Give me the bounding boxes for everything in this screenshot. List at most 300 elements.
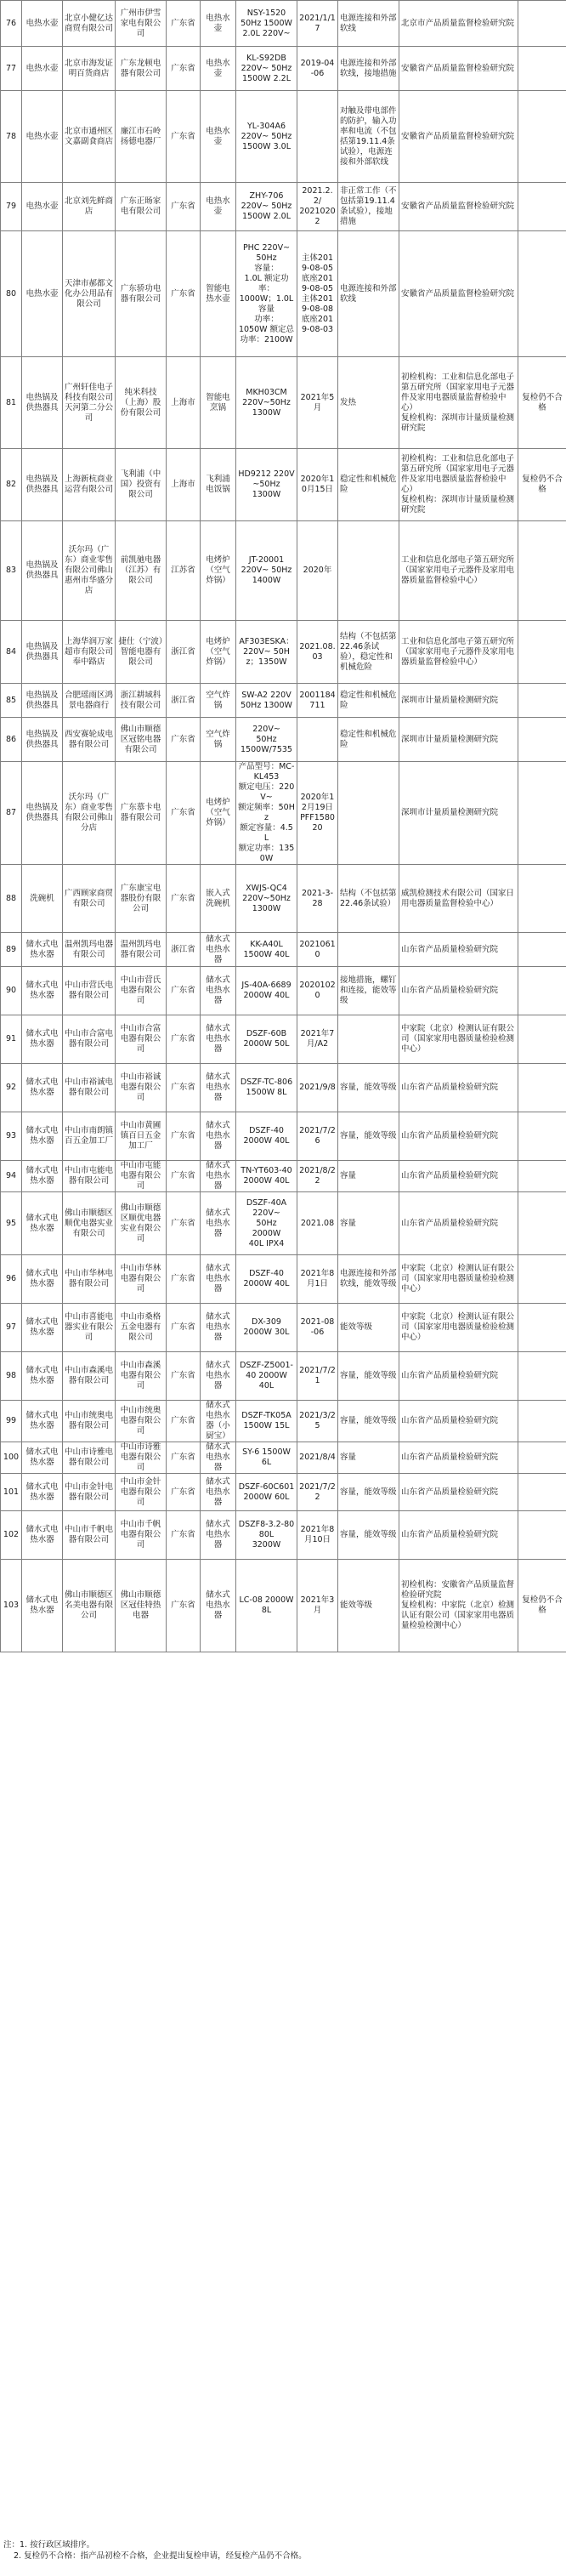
product-name: 储水式电热水器 [201, 1255, 236, 1304]
production-date: 2021-3-28 [297, 865, 338, 933]
row-number: 84 [1, 621, 22, 684]
manufacturer-name: 广州市伊雪家电有限公司 [116, 1, 167, 47]
table-row [1, 762, 566, 865]
product-category: 储水式电热水器 [22, 1015, 63, 1064]
table-row [1, 47, 566, 91]
region: 上海市 [167, 357, 201, 449]
product-category: 储水式电热水器 [22, 1474, 63, 1511]
seller-name: 中山市屯能电器有限公司 [63, 1161, 116, 1192]
production-date: 2021/8/22 [297, 1161, 338, 1192]
inspection-agency: 山东省产品质量检验研究院 [399, 1064, 518, 1112]
result-remark [518, 1511, 566, 1560]
inspection-agency: 山东省产品质量检验研究院 [399, 1192, 518, 1255]
failed-items: 容量，能效等级 [338, 1352, 399, 1401]
model-spec: KL-S92DB 220V~ 50Hz 1500W 2.2L [236, 47, 297, 91]
table-row [1, 183, 566, 231]
row-number: 81 [1, 357, 22, 449]
model-spec: DSZF-TK05A 1500W 15L [236, 1401, 297, 1442]
region: 广东省 [167, 1255, 201, 1304]
row-number: 93 [1, 1112, 22, 1161]
seller-name: 北京市通州区文嘉副食商店 [63, 91, 116, 183]
failed-items: 容量，能效等级 [338, 1511, 399, 1560]
table-row [1, 1, 566, 47]
inspection-agency: 深圳市计量质量检测研究院 [399, 762, 518, 865]
failed-items: 对触及带电部件的防护，输入功率和电流（不包括第19.11.4条试验），电源连接和外部软线 [338, 91, 399, 183]
seller-name: 沃尔玛（广东）商业零售有限公司佛山惠州市华盛分店 [63, 521, 116, 621]
table-row [1, 91, 566, 183]
region: 广东省 [167, 1112, 201, 1161]
product-category: 电热锅及供热器具 [22, 684, 63, 718]
inspection-agency: 初检机构：工业和信息化部电子第五研究所（国家家用电子元器件及家用电器质量监督检验中心） 复检机构：深圳市计量质量检测研究院 [399, 357, 518, 449]
table-body [1, 1, 566, 1652]
inspection-agency: 中家院（北京）检测认证有限公司（国家家用电器质量检验检测中心） [399, 1304, 518, 1352]
row-number: 77 [1, 47, 22, 91]
row-number: 86 [1, 718, 22, 762]
model-spec: ZHY-706 220V~ 50Hz 1500W 2.0L [236, 183, 297, 231]
production-date: 2021年8月1日 [297, 1255, 338, 1304]
product-category: 储水式电热水器 [22, 1064, 63, 1112]
manufacturer-name: 广东正旸家电有限公司 [116, 183, 167, 231]
manufacturer-name: 浙江耕域科技有限公司 [116, 684, 167, 718]
result-remark [518, 1161, 566, 1192]
production-date: 2020年10月15日 [297, 449, 338, 521]
product-category: 储水式电热水器 [22, 1161, 63, 1192]
footnote-2: 2. 复检仍不合格：指产品初检不合格，企业提出复检申请，经复检产品仍不合格。 [14, 2551, 307, 2561]
model-spec: AF303ESKA： 220V~ 50Hz；1350W [236, 621, 297, 684]
inspection-agency: 山东省产品质量检验研究院 [399, 1112, 518, 1161]
product-category: 储水式电热水器 [22, 1511, 63, 1560]
seller-name: 北京刘先鲜商店 [63, 183, 116, 231]
failed-items: 容量 [338, 1161, 399, 1192]
failed-items: 容量，能效等级 [338, 1401, 399, 1442]
table-row [1, 1352, 566, 1401]
region: 广东省 [167, 762, 201, 865]
product-name: 储水式电热水器 [201, 1442, 236, 1474]
failed-items [338, 933, 399, 967]
inspection-agency: 山东省产品质量检验研究院 [399, 1442, 518, 1474]
product-name: 电烤炉（空气炸锅） [201, 762, 236, 865]
manufacturer-name: 温州凯玛电器有限公司 [116, 933, 167, 967]
row-number: 96 [1, 1255, 22, 1304]
table-row [1, 1474, 566, 1511]
failed-items: 稳定性和机械危险 [338, 449, 399, 521]
inspection-agency: 初检机构：安徽省产品质量监督检验研究院 复检机构：中家院（北京）检测认证有限公司（国家家用电器质量检验检测中心） [399, 1560, 518, 1652]
model-spec: DSZF-60B 2000W 50L [236, 1015, 297, 1064]
production-date: 2021/7/21 [297, 1352, 338, 1401]
model-spec: SW-A2 220V 50Hz 1300W [236, 684, 297, 718]
table-row [1, 1255, 566, 1304]
product-name: 储水式电热水器 [201, 1304, 236, 1352]
production-date: 2020年 [297, 521, 338, 621]
row-number: 102 [1, 1511, 22, 1560]
model-spec: DSZF-60C601 2000W 60L [236, 1474, 297, 1511]
product-name: 储水式电热水器 [201, 1192, 236, 1255]
inspection-agency: 山东省产品质量检验研究院 [399, 967, 518, 1015]
seller-name: 上海华润万家超市有限公司奉中路店 [63, 621, 116, 684]
failed-items: 稳定性和机械危险 [338, 684, 399, 718]
table-row [1, 1511, 566, 1560]
result-remark [518, 1401, 566, 1442]
table-row [1, 521, 566, 621]
failed-items: 电源连接和外部软线，接地措施 [338, 47, 399, 91]
inspection-agency: 中家院（北京）检测认证有限公司（国家家用电器质量检验检测中心） [399, 1255, 518, 1304]
result-remark [518, 684, 566, 718]
production-date: 2021.08.03 [297, 621, 338, 684]
product-category: 储水式电热水器 [22, 1442, 63, 1474]
row-number: 95 [1, 1192, 22, 1255]
product-name: 电热水壶 [201, 183, 236, 231]
seller-name: 合肥瑶雨区鸿景电器商行 [63, 684, 116, 718]
product-category: 储水式电热水器 [22, 1112, 63, 1161]
product-name: 飞利浦电饭锅 [201, 449, 236, 521]
failed-items [338, 1015, 399, 1064]
table-row [1, 1015, 566, 1064]
product-name: 智能电热水壶 [201, 231, 236, 357]
row-number: 98 [1, 1352, 22, 1401]
product-name: 电热水壶 [201, 91, 236, 183]
manufacturer-name: 中山市诗雅电器有限公司 [116, 1442, 167, 1474]
seller-name: 中山市千帆电器有限公司 [63, 1511, 116, 1560]
row-number: 94 [1, 1161, 22, 1192]
result-remark [518, 1304, 566, 1352]
model-spec: MKH03CM 220V~50Hz 1300W [236, 357, 297, 449]
product-name: 电热水壶 [201, 1, 236, 47]
result-remark [518, 1442, 566, 1474]
row-number: 78 [1, 91, 22, 183]
manufacturer-name: 佛山市顺德区顺优电器实业有限公司 [116, 1192, 167, 1255]
production-date: 2021/8/4 [297, 1442, 338, 1474]
region: 广东省 [167, 718, 201, 762]
inspection-agency: 北京市产品质量监督检验研究院 [399, 1, 518, 47]
failed-items: 非正常工作（不包括第19.11.4条试验），接地措施 [338, 183, 399, 231]
product-name: 储水式电热水器（小厨宝） [201, 1401, 236, 1442]
product-category: 储水式电热水器 [22, 1255, 63, 1304]
region: 广东省 [167, 1474, 201, 1511]
production-date [297, 91, 338, 183]
model-spec: DSZF-40 2000W 40L [236, 1255, 297, 1304]
result-remark [518, 762, 566, 865]
seller-name: 中山市裕诚电器有限公司 [63, 1064, 116, 1112]
product-category: 储水式电热水器 [22, 967, 63, 1015]
failed-items: 容量 [338, 1442, 399, 1474]
failed-items: 容量 [338, 1192, 399, 1255]
region: 上海市 [167, 449, 201, 521]
region: 浙江省 [167, 933, 201, 967]
production-date: 2021/7/26 [297, 1112, 338, 1161]
seller-name: 中山市南朗镇百五金加工厂 [63, 1112, 116, 1161]
table-row [1, 1560, 566, 1652]
row-number: 103 [1, 1560, 22, 1652]
product-name: 储水式电热水器 [201, 1064, 236, 1112]
result-remark [518, 621, 566, 684]
seller-name: 西安赛轮成电器有限公司 [63, 718, 116, 762]
inspection-agency: 山东省产品质量检验研究院 [399, 933, 518, 967]
product-name: 空气炸锅 [201, 684, 236, 718]
product-name: 储水式电热水器 [201, 1015, 236, 1064]
manufacturer-name: 广东康宝电器股份有限公司 [116, 865, 167, 933]
product-name: 电热水壶 [201, 47, 236, 91]
inspection-agency: 安徽省产品质量监督检验研究院 [399, 183, 518, 231]
region: 广东省 [167, 1015, 201, 1064]
region: 广东省 [167, 1401, 201, 1442]
inspection-agency: 安徽省产品质量监督检验研究院 [399, 47, 518, 91]
row-number: 99 [1, 1401, 22, 1442]
model-spec: TN-YT603-40 2000W 40L [236, 1161, 297, 1192]
result-remark [518, 1192, 566, 1255]
manufacturer-name: 中山市裕诚电器有限公司 [116, 1064, 167, 1112]
production-date: 2021-08-06 [297, 1304, 338, 1352]
seller-name: 北京小健亿达商贸有限公司 [63, 1, 116, 47]
table-row [1, 449, 566, 521]
failed-items: 结构（不包括第22.46条试验），稳定性和机械危险 [338, 621, 399, 684]
seller-name: 沃尔玛（广东）商业零售有限公司佛山分店 [63, 762, 116, 865]
failed-items: 容量，能效等级 [338, 1474, 399, 1511]
manufacturer-name: 广东骄功电器有限公司 [116, 231, 167, 357]
manufacturer-name: 飞利浦（中国）投资有限公司 [116, 449, 167, 521]
product-category: 电热水壶 [22, 47, 63, 91]
inspection-agency: 工业和信息化部电子第五研究所（国家家用电子元器件及家用电器质量监督检验中心） [399, 621, 518, 684]
region: 广东省 [167, 1442, 201, 1474]
manufacturer-name: 中山市金针电器有限公司 [116, 1474, 167, 1511]
manufacturer-name: 捷仕（宁波）智能电器有限公司 [116, 621, 167, 684]
region: 广东省 [167, 1192, 201, 1255]
table-row [1, 1442, 566, 1474]
table-row [1, 684, 566, 718]
product-category: 储水式电热水器 [22, 933, 63, 967]
production-date [297, 718, 338, 762]
product-name: 智能电烹锅 [201, 357, 236, 449]
product-category: 储水式电热水器 [22, 1192, 63, 1255]
manufacturer-name: 廉江市石岭扬德电器厂 [116, 91, 167, 183]
table-row [1, 357, 566, 449]
result-remark [518, 1015, 566, 1064]
region: 浙江省 [167, 684, 201, 718]
manufacturer-name: 广东慕卡电器有限公司 [116, 762, 167, 865]
table-row [1, 865, 566, 933]
inspection-agency: 深圳市计量质量检测研究院 [399, 684, 518, 718]
table-row [1, 1161, 566, 1192]
region: 广东省 [167, 1064, 201, 1112]
table-row [1, 1401, 566, 1442]
inspection-agency: 安徽省产品质量监督检验研究院 [399, 91, 518, 183]
product-name: 储水式电热水器 [201, 1511, 236, 1560]
seller-name: 北京市海发证明百货商店 [63, 47, 116, 91]
failed-items: 发热 [338, 357, 399, 449]
manufacturer-name: 中山市屯能电器有限公司 [116, 1161, 167, 1192]
product-category: 电热水壶 [22, 231, 63, 357]
result-remark [518, 933, 566, 967]
production-date: 2020年12月19日 PFF158020 [297, 762, 338, 865]
seller-name: 天津市郝都文化办公用品有限公司 [63, 231, 116, 357]
failed-items: 稳定性和机械危险 [338, 718, 399, 762]
product-name: 储水式电热水器 [201, 1112, 236, 1161]
seller-name: 中山市金针电器有限公司 [63, 1474, 116, 1511]
result-remark [518, 865, 566, 933]
region: 广东省 [167, 967, 201, 1015]
seller-name: 佛山市顺德区顺优电器实业有限公司 [63, 1192, 116, 1255]
region: 广东省 [167, 183, 201, 231]
seller-name: 中山市统奥电器有限公司 [63, 1401, 116, 1442]
row-number: 87 [1, 762, 22, 865]
row-number: 92 [1, 1064, 22, 1112]
production-date: 2021.08 [297, 1192, 338, 1255]
manufacturer-name: 中山市黄圃镇百日五金加工厂 [116, 1112, 167, 1161]
product-name: 储水式电热水器 [201, 1474, 236, 1511]
product-name: 电烤炉（空气炸锅） [201, 621, 236, 684]
result-remark: 复检仍不合格 [518, 1560, 566, 1652]
failed-items: 接地措施，螺钉和连接，能效等级 [338, 967, 399, 1015]
failed-items: 电源连接和外部软线 [338, 1, 399, 47]
manufacturer-name: 中山市统奥电器有限公司 [116, 1401, 167, 1442]
product-name: 空气炸锅 [201, 718, 236, 762]
row-number: 82 [1, 449, 22, 521]
production-date: 2021/3/25 [297, 1401, 338, 1442]
model-spec: YL-304A6 220V~ 50Hz 1500W 3.0L [236, 91, 297, 183]
product-category: 电热锅及供热器具 [22, 449, 63, 521]
model-spec: SY-6 1500W 6L [236, 1442, 297, 1474]
row-number: 89 [1, 933, 22, 967]
production-date: 2019-04-06 [297, 47, 338, 91]
inspection-agency: 山东省产品质量检验研究院 [399, 1474, 518, 1511]
model-spec: JT-20001 220V~ 50Hz 1400W [236, 521, 297, 621]
region: 广东省 [167, 1161, 201, 1192]
product-name: 储水式电热水器 [201, 1352, 236, 1401]
result-remark [518, 47, 566, 91]
product-name: 储水式电热水器 [201, 1560, 236, 1652]
result-remark [518, 1255, 566, 1304]
result-remark [518, 967, 566, 1015]
region: 广东省 [167, 1, 201, 47]
product-name: 储水式电热水器 [201, 967, 236, 1015]
inspection-agency: 安徽省产品质量监督检验研究院 [399, 231, 518, 357]
inspection-agency: 中家院（北京）检测认证有限公司（国家家用电器质量检验检测中心） [399, 1015, 518, 1064]
product-category: 储水式电热水器 [22, 1304, 63, 1352]
production-date: 主体2019-08-05 底座2019-08-05 主体2019-08-08 底座2019-08-03 [297, 231, 338, 357]
failed-items [338, 762, 399, 865]
model-spec: HD9212 220V ~50Hz 1300W [236, 449, 297, 521]
result-remark: 复检仍不合格 [518, 449, 566, 521]
model-spec: 220V~ 50Hz 1500W/7535 [236, 718, 297, 762]
model-spec: DSZF-40A 220V~ 50Hz 2000W 40L IPX4 [236, 1192, 297, 1255]
model-spec: DX-309 2000W 30L [236, 1304, 297, 1352]
table-row [1, 1192, 566, 1255]
row-number: 101 [1, 1474, 22, 1511]
product-category: 电热锅及供热器具 [22, 521, 63, 621]
production-date: 20210610 [297, 933, 338, 967]
inspection-agency: 山东省产品质量检验研究院 [399, 1352, 518, 1401]
result-remark [518, 183, 566, 231]
manufacturer-name: 佛山市顺德区冠佳特热电器 [116, 1560, 167, 1652]
production-date: 2001184711 [297, 684, 338, 718]
failed-items [338, 521, 399, 621]
model-spec: KK-A40L 1500W 40L [236, 933, 297, 967]
table-row [1, 1064, 566, 1112]
manufacturer-name: 佛山市顺德区冠铭电器有限公司 [116, 718, 167, 762]
result-remark [518, 1064, 566, 1112]
seller-name: 中山市喜能电器实业有限公司 [63, 1304, 116, 1352]
manufacturer-name: 中山市森溪电器有限公司 [116, 1352, 167, 1401]
inspection-agency: 威凯检测技术有限公司（国家日用电器质量监督检验中心） [399, 865, 518, 933]
seller-name: 中山市合富电器有限公司 [63, 1015, 116, 1064]
product-category: 储水式电热水器 [22, 1401, 63, 1442]
region: 广东省 [167, 1352, 201, 1401]
row-number: 88 [1, 865, 22, 933]
table-row [1, 1304, 566, 1352]
table-row [1, 1112, 566, 1161]
manufacturer-name: 中山市桑格五金电器有限公司 [116, 1304, 167, 1352]
failed-items: 电源连接和外部软线 [338, 231, 399, 357]
product-category: 电热锅及供热器具 [22, 621, 63, 684]
product-category: 电热水壶 [22, 91, 63, 183]
seller-name: 中山市营氏电器有限公司 [63, 967, 116, 1015]
region: 广东省 [167, 1304, 201, 1352]
failed-items: 结构（不包括第22.46条试验） [338, 865, 399, 933]
failed-items: 容量，能效等级 [338, 1064, 399, 1112]
model-spec: PHC 220V~ 50Hz 容量： 1.0L 额定功率： 1000W；1.0L 容量 功率： 1050W 额定总功率：2100W [236, 231, 297, 357]
product-name: 储水式电热水器 [201, 933, 236, 967]
row-number: 90 [1, 967, 22, 1015]
product-category: 电热锅及供热器具 [22, 762, 63, 865]
region: 江苏省 [167, 521, 201, 621]
production-date: 2021.2.2/ 20210202 [297, 183, 338, 231]
production-date: 2021/1/17 [297, 1, 338, 47]
product-category: 电热水壶 [22, 1, 63, 47]
product-category: 储水式电热水器 [22, 1560, 63, 1652]
seller-name: 中山市森溪电器有限公司 [63, 1352, 116, 1401]
table-row [1, 621, 566, 684]
manufacturer-name: 中山市华林电器有限公司 [116, 1255, 167, 1304]
product-category: 电热水壶 [22, 183, 63, 231]
region: 广东省 [167, 1560, 201, 1652]
footnote-1: 注：1. 按行政区域排序。 [3, 2540, 95, 2550]
result-remark [518, 718, 566, 762]
production-date: 2021年7月/A2 [297, 1015, 338, 1064]
model-spec: DSZF-Z5001-40 2000W 40L [236, 1352, 297, 1401]
failed-items: 容量，能效等级 [338, 1112, 399, 1161]
row-number: 79 [1, 183, 22, 231]
region: 浙江省 [167, 621, 201, 684]
table-row [1, 231, 566, 357]
inspection-agency: 初检机构：工业和信息化部电子第五研究所（国家家用电子元器件及家用电器质量监督检验中心） 复检机构：深圳市计量质量检测研究院 [399, 449, 518, 521]
row-number: 80 [1, 231, 22, 357]
product-category: 洗碗机 [22, 865, 63, 933]
model-spec: NSY-1520 50Hz 1500W 2.0L 220V~ [236, 1, 297, 47]
table-row [1, 718, 566, 762]
region: 广东省 [167, 865, 201, 933]
row-number: 97 [1, 1304, 22, 1352]
seller-name: 广州轩佳电子科技有限公司天河第二分公司 [63, 357, 116, 449]
result-remark [518, 1112, 566, 1161]
seller-name: 温州凯玛电器有限公司 [63, 933, 116, 967]
region: 广东省 [167, 1511, 201, 1560]
model-spec: 产品型号：MC-KL453 额定电压：220V~ 额定频率：50Hz 额定容量：4.5L 额定功率：1350W [236, 762, 297, 865]
footnotes [0, 2539, 566, 2562]
model-spec: LC-08 2000W 8L [236, 1560, 297, 1652]
model-spec: DSZF-TC-806 1500W 8L [236, 1064, 297, 1112]
region: 广东省 [167, 231, 201, 357]
result-remark [518, 91, 566, 183]
inspection-agency: 山东省产品质量检验研究院 [399, 1511, 518, 1560]
production-date: 2021年8月10日 [297, 1511, 338, 1560]
model-spec: DSZF8-3.2-80 80L 3200W [236, 1511, 297, 1560]
inspection-agency: 工业和信息化部电子第五研究所（国家家用电子元器件及家用电器质量监督检验中心） [399, 521, 518, 621]
result-remark [518, 1352, 566, 1401]
result-remark [518, 1, 566, 47]
production-date: 20201020 [297, 967, 338, 1015]
product-name: 电烤炉（空气炸锅） [201, 521, 236, 621]
production-date: 2021/9/8 [297, 1064, 338, 1112]
inspection-agency: 山东省产品质量检验研究院 [399, 1401, 518, 1442]
